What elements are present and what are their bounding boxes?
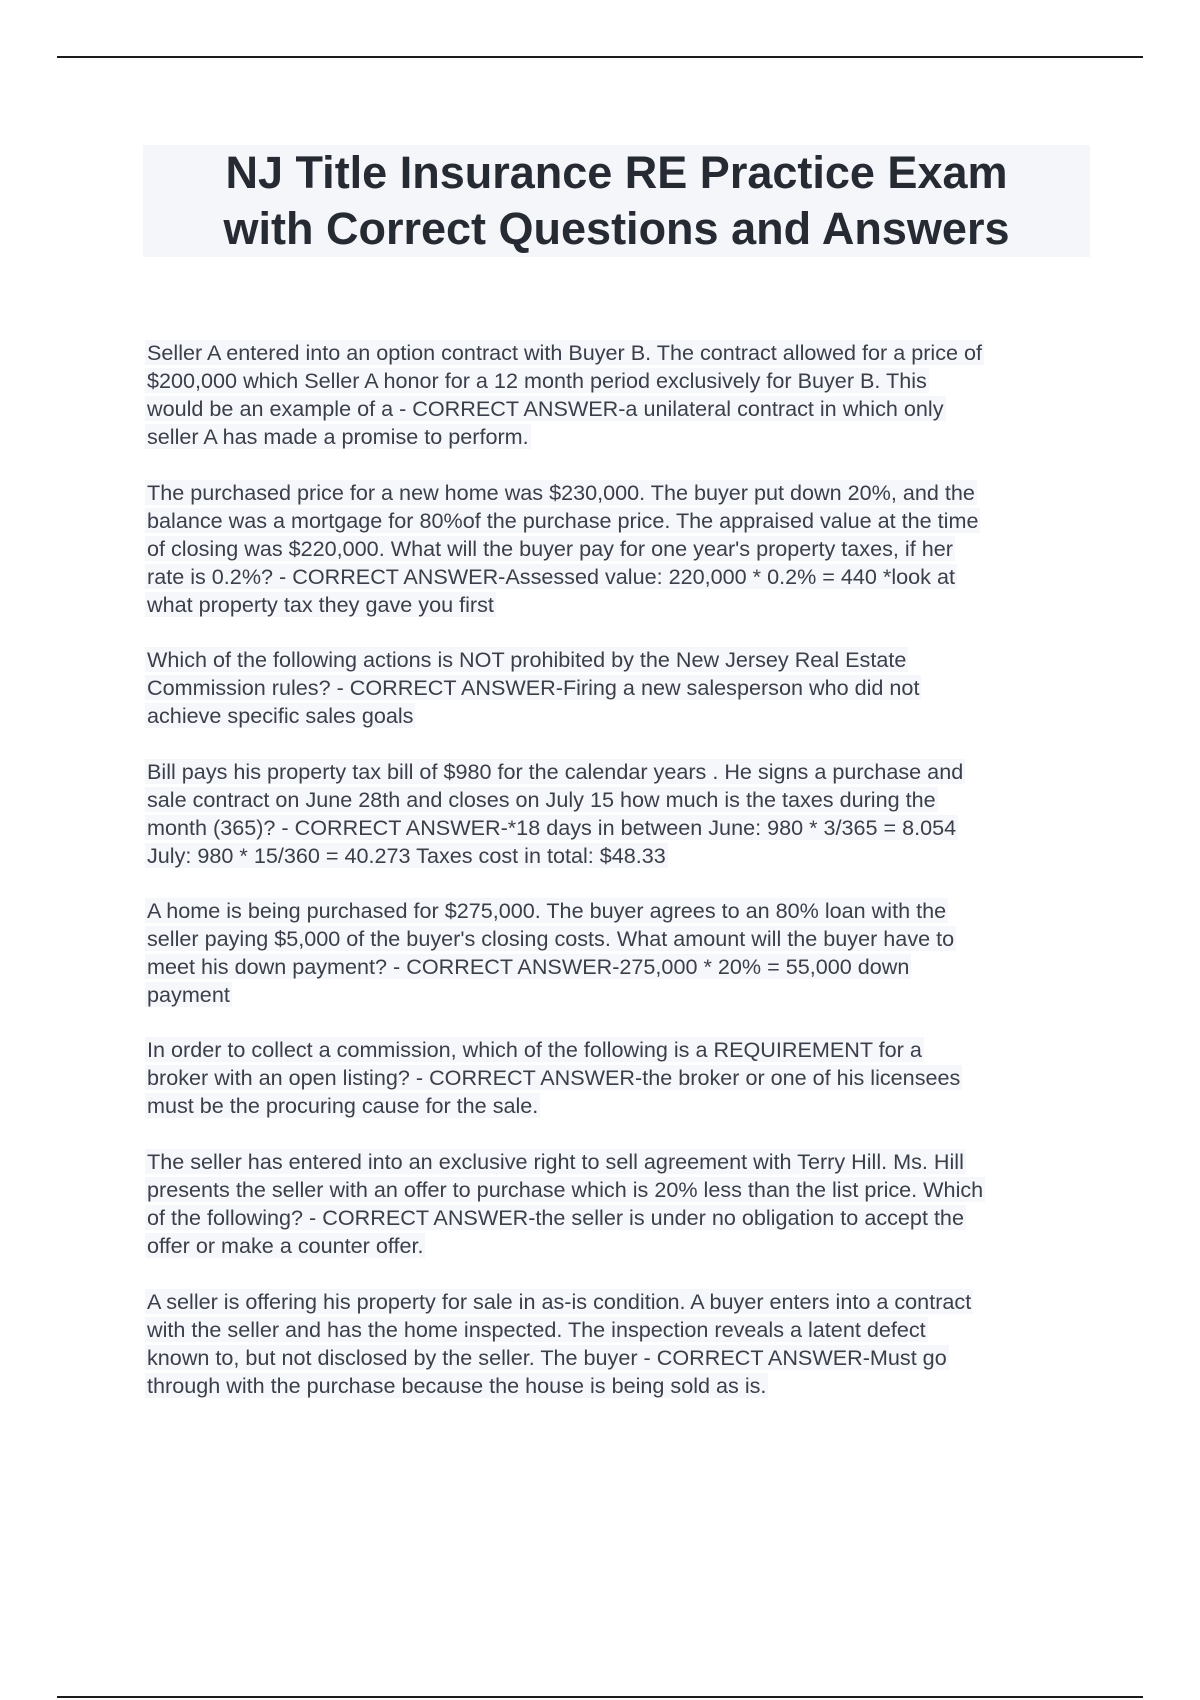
qa-line: balance was a mortgage for 80%of the purchase price. The appraised value at the time <box>147 508 979 533</box>
qa-line: sale contract on June 28th and closes on July 15 how much is the taxes during the <box>147 787 936 812</box>
qa-line: In order to collect a commission, which of the following is a REQUIREMENT for a <box>147 1037 922 1062</box>
qa-line: month (365)? - CORRECT ANSWER-*18 days in between June: 980 * 3/365 = 8.054 <box>147 815 957 840</box>
qa-line: seller A has made a promise to perform. <box>147 424 529 449</box>
bottom-rule <box>57 1696 1143 1698</box>
qa-line: achieve specific sales goals <box>147 703 414 728</box>
qa-line: with the seller and has the home inspected. The inspection reveals a latent defect <box>147 1317 926 1342</box>
qa-line: A seller is offering his property for sale in as-is condition. A buyer enters into a contract <box>147 1289 972 1314</box>
qa-line: what property tax they gave you first <box>147 592 494 617</box>
qa-line: payment <box>147 982 230 1007</box>
qa-line: A home is being purchased for $275,000. The buyer agrees to an 80% loan with the <box>147 898 947 923</box>
qa-item <box>145 339 1090 451</box>
top-rule <box>57 56 1143 58</box>
qa-line: rate is 0.2%? - CORRECT ANSWER-Assessed value: 220,000 * 0.2% = 440 *look at <box>147 564 955 589</box>
qa-item <box>145 897 1090 1009</box>
title-line: with Correct Questions and Answers <box>223 203 1010 254</box>
document-title <box>143 145 1090 257</box>
qa-item <box>145 646 1090 730</box>
qa-line: through with the purchase because the house is being sold as is. <box>147 1373 767 1398</box>
qa-line: broker with an open listing? - CORRECT ANSWER-the broker or one of his licensees <box>147 1065 961 1090</box>
qa-item <box>145 479 1090 619</box>
qa-line: seller paying $5,000 of the buyer's closing costs. What amount will the buyer have to <box>147 926 955 951</box>
qa-line: July: 980 * 15/360 = 40.273 Taxes cost in total: $48.33 <box>147 843 666 868</box>
qa-line: Bill pays his property tax bill of $980 for the calendar years . He signs a purchase and <box>147 759 964 784</box>
qa-line: offer or make a counter offer. <box>147 1233 424 1258</box>
qa-line: Which of the following actions is NOT prohibited by the New Jersey Real Estate <box>147 647 907 672</box>
qa-item <box>145 758 1090 870</box>
qa-line: Seller A entered into an option contract with Buyer B. The contract allowed for a price of <box>147 340 983 365</box>
qa-line: $200,000 which Seller A honor for a 12 month period exclusively for Buyer B. This <box>147 368 927 393</box>
qa-item <box>145 1288 1090 1400</box>
qa-line: The seller has entered into an exclusive right to sell agreement with Terry Hill. Ms. Hill <box>147 1149 964 1174</box>
qa-line: would be an example of a - CORRECT ANSWER-a unilateral contract in which only <box>147 396 944 421</box>
title-line: NJ Title Insurance RE Practice Exam <box>225 147 1008 198</box>
qa-line: The purchased price for a new home was $230,000. The buyer put down 20%, and the <box>147 480 975 505</box>
qa-line: of the following? - CORRECT ANSWER-the seller is under no obligation to accept the <box>147 1205 964 1230</box>
qa-line: Commission rules? - CORRECT ANSWER-Firing a new salesperson who did not <box>147 675 920 700</box>
qa-line: known to, but not disclosed by the seller. The buyer - CORRECT ANSWER-Must go <box>147 1345 947 1370</box>
qa-line: presents the seller with an offer to purchase which is 20% less than the list price. Which <box>147 1177 984 1202</box>
qa-line: meet his down payment? - CORRECT ANSWER-275,000 * 20% = 55,000 down <box>147 954 910 979</box>
qa-line: must be the procuring cause for the sale. <box>147 1093 539 1118</box>
qa-item <box>145 1148 1090 1260</box>
qa-line: of closing was $220,000. What will the buyer pay for one year's property taxes, if her <box>147 536 953 561</box>
qa-item <box>145 1036 1090 1120</box>
